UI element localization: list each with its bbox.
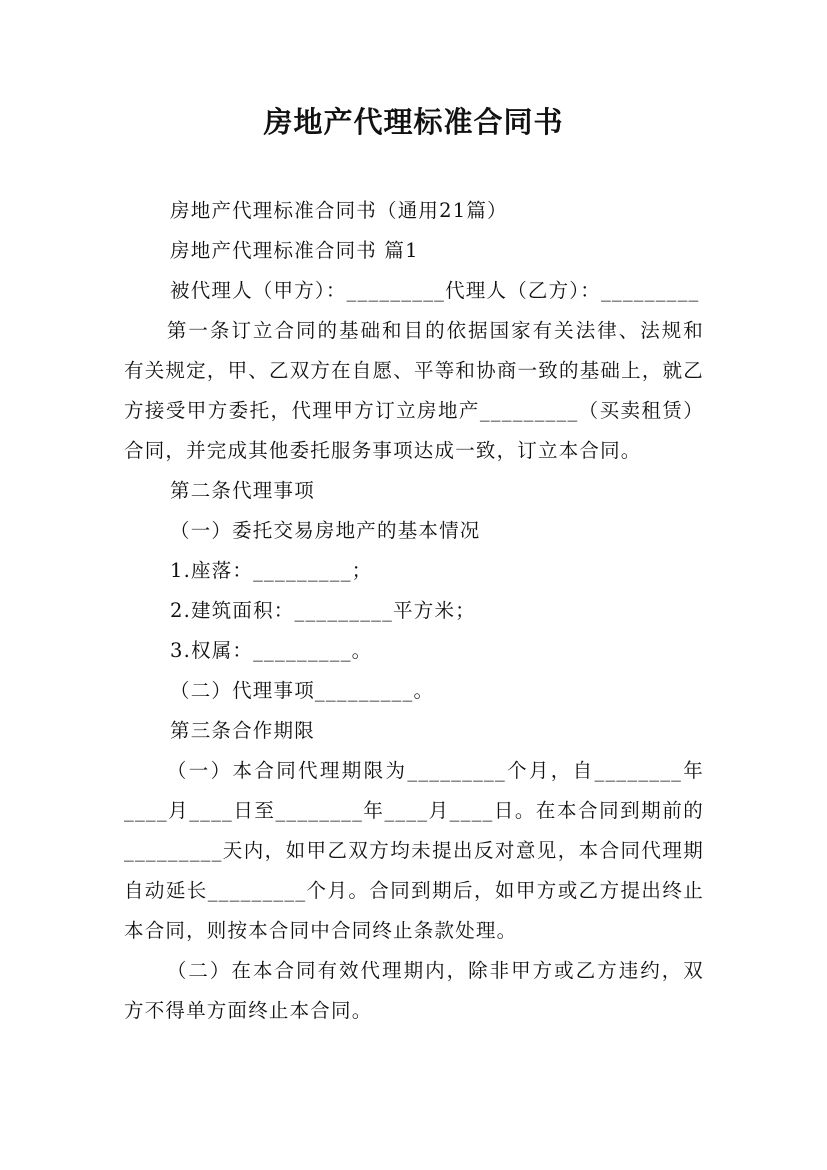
paragraph-article-1: 第一条订立合同的基础和目的依据国家有关法律、法规和有关规定，甲、乙双方在自愿、平等和协商一致的基础上，就乙方接受甲方委托，代理甲方订立房地产_________（买卖租赁）合同，并完成其他委托服务事项达成一致，订立本合同。 [124, 319, 704, 462]
paragraph-agency-term: （一）本合同代理期限为_________个月，自________年____月____日至________年____月____日。在本合同到期前的_________天内，如甲乙双方均未提出反对意见，本合同代理期自动延长_________个月。合同到期后，如甲方或乙方提出终止本合同，则按本合同中合同终止条款处理。 [124, 759, 704, 942]
paragraph-section-heading: 房地产代理标准合同书 篇1 [170, 239, 419, 262]
paragraph-no-termination: （二）在本合同有效代理期内，除非甲方或乙方违约，双方不得单方面终止本合同。 [124, 959, 704, 1022]
paragraph-parties: 被代理人（甲方）：_________代理人（乙方）：_________ [170, 279, 700, 302]
document-title: 房地产代理标准合同书 [263, 105, 564, 139]
paragraph-article-3-heading: 第三条合作期限 [170, 719, 315, 742]
paragraph-ownership: 3.权属：_________。 [170, 639, 373, 662]
paragraph-floor-area: 2.建筑面积：_________平方米； [170, 599, 476, 622]
paragraph-article-2-heading: 第二条代理事项 [170, 479, 315, 502]
paragraph-location: 1.座落：_________； [170, 559, 373, 582]
paragraph-subtitle: 房地产代理标准合同书（通用21篇） [170, 199, 508, 222]
paragraph-property-info-heading: （一）委托交易房地产的基本情况 [170, 519, 481, 542]
document-body [124, 191, 704, 1031]
paragraph-agency-matters: （二）代理事项_________。 [170, 679, 435, 702]
